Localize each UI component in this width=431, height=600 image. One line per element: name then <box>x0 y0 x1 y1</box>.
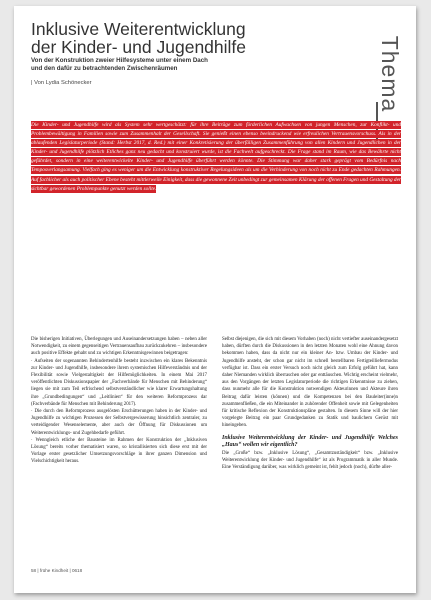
bullet-paragraph: · Die durch den Reformprozess ausgelösten Erschütterungen haben in der Kinder- und Jugendhilfe zu wichtigen Prozessen der Selbstvergewisserung hinsichtlich zentraler, zu verteidigender Wesenselemente, aber auch der Öffnung für Diskussionen um Weiterentwicklungs- und Zugehbedarfe geführt. <box>31 409 207 436</box>
section-heading: Inklusive Weiterentwicklung der Kinder- und Jugendhilfe Welches „Haus“ wollen wir eigentlich? <box>222 434 398 449</box>
body-column-right <box>222 336 398 471</box>
abstract-text: Die Kinder- und Jugendhilfe wird als System sehr wertgeschätzt: für ihre Beiträge zum förderlichen Aufwachsen von jungen Menschen, zur Konflikt- und Problembewältigung in Familien sowie zum Zusammenhalt der Gesellschaft. Sie genießt einen ebenso beeindruckend wie erfreulichen Vertrauensvorschuss. Als in der ablaufenden Legislaturperiode (Stand: Herbst 2017, d. Red.) mit einer Konkretisierung der überfälligen Zusammenführung von allen Kindern und Jugendlichen in der Kinder- und Jugendhilfe plötzlich Etliches ganz neu gedacht und konstruiert wurde, ist die Fachwelt aufgeschreckt. Die Frage stand im Raum, wie das Bewährte nicht gefährdet, sondern in eine weiterentwickelte Kinder- und Jugendhilfe überführt werden könnte. Die Stimmung war daher stark geprägt vom Bedürfnis nach Temposverlangsamung. Vielfach ging es weniger um die Entwicklung konstruktiver Regelungsideen als um die Verhinderung von noch nicht zu Ende gedachten Rahmungen. Auf fachlicher als auch politischer Ebene besteht mittlerweile Einigkeit, dass die gewonnene Zeit unbedingt zur gemeinsamen Klärung der offenen Fragen und Gestaltung der sichtbar gewordenen Problempunkte genutzt werden sollte. <box>31 122 401 192</box>
title-line-1: Inklusive Weiterentwicklung <box>31 19 246 39</box>
subtitle-line-2: und den dafür zu betrachtenden Zwischenräumen <box>31 65 178 73</box>
bullet-paragraph: · Wenngleich etliche der Bausteine im Rahmen der Konstruktion der „Inklusiven Lösung“ bereits vorher thematisiert waren, so kristallisierten sich diese erst mit der Vorlage erster gesetzlicher Umsetzungsvorschläge in ihrer ganzen Dimension und Vielschichtigkeit heraus. <box>31 437 207 465</box>
article-subtitle <box>31 57 366 74</box>
title-line-2: der Kinder- und Jugendhilfe <box>31 37 247 57</box>
section-label: Thema <box>377 35 403 113</box>
article-title <box>31 20 371 56</box>
body-column-left <box>31 336 207 466</box>
subtitle-line-1: Von der Konstruktion zweier Hilfesysteme unter einem Dach <box>31 57 208 64</box>
author-byline: | Von Lydia Schönecker <box>31 80 92 86</box>
bullet-paragraph: · Aufseiten der sogenannten Behindertenhilfe besteht inzwischen ein klares Bekenntnis zur Kinder- und Jugendhilfe, insbesondere ihrem systemischen Hilfeverständnis und der Flexibilität sowie Vielgestaltigkeit der Hilfemöglichkeiten. In einem Mai 2017 veröffentlichten Diskussionspapier der „Fachverbände für Menschen mit Behinderung“ liegen sie mit zum Teil erfrischend selbstverständlicher wie klarer Erwartungshaltung ihre „Grundbedingungen“ und „Leitlinien“ für den weiteren Reformprozess dar (Fachverbände für Menschen mit Behinderung 2017). <box>31 358 207 407</box>
paragraph: Die bisherigen Initiativen, Überlegungen und Auseinandersetzungen haben – neben aller Notwendigkeit, zu einem gegenseitigen Vertrauensaufbau zurückzukehren – insbesondere auch positive Effekte gehabt und zu wichtigen Erkenntnisgewinnen beigetragen: <box>31 337 207 357</box>
article-abstract <box>31 121 401 194</box>
document-page <box>14 6 416 593</box>
page-footer: 58 | frühe Kindheit | 0618 <box>31 568 83 573</box>
paragraph: Selbst diejenigen, die sich mit diesem Vorhaben (noch) nicht vertiefter auseinandergesetzt haben, dürften durch die Diskussionen in den letzten Monaten wohl eine Ahnung davon bekommen haben, dass da nicht nur ein kleiner An- bzw. Umbau der Kinder- und Jugendhilfe ansteht, der schon gar nicht im schnell bestellbaren Fertigteilliefermodus verfügbar ist. Dass ein erster Versuch noch nicht gleich zum Erfolg geführt hat, kann daher Niemanden wirklich überraschen oder gar enttäuschen. Wichtig erscheint vielmehr, aus den Vorgängen der letzten Legislaturperiode die richtigen Erkenntnisse zu ziehen, dass nunmehr alle für die Konstruktion notwendigen Akteurinnen und Akteure ihren Beitrag dafür leisten (können) und die Kompetenzen bei den Bauleiter(inne)n zusammenfließen, die ein Miteinander in zuhörender Offenheit sowie mit Gelegenheiten für kritische Reflexion der Konstruktionspläne gestalten. In diesem Sinne will der hier vorgelegte Beitrag ein paar Grundgedanken zu Statik und baulichem Gerüst mit hineingeben. <box>222 337 398 429</box>
paragraph: Die „Große“ bzw. „Inklusive Lösung“, „Gesamtzuständigkeit“ bzw. „Inklusive Weiterentwicklung der Kinder- und Jugendhilfe“ ist als Programmatik in aller Munde. Eine Verständigung darüber, was wirklich gemeint ist, fehlt jedoch (noch), dürfte aller- <box>222 450 398 471</box>
